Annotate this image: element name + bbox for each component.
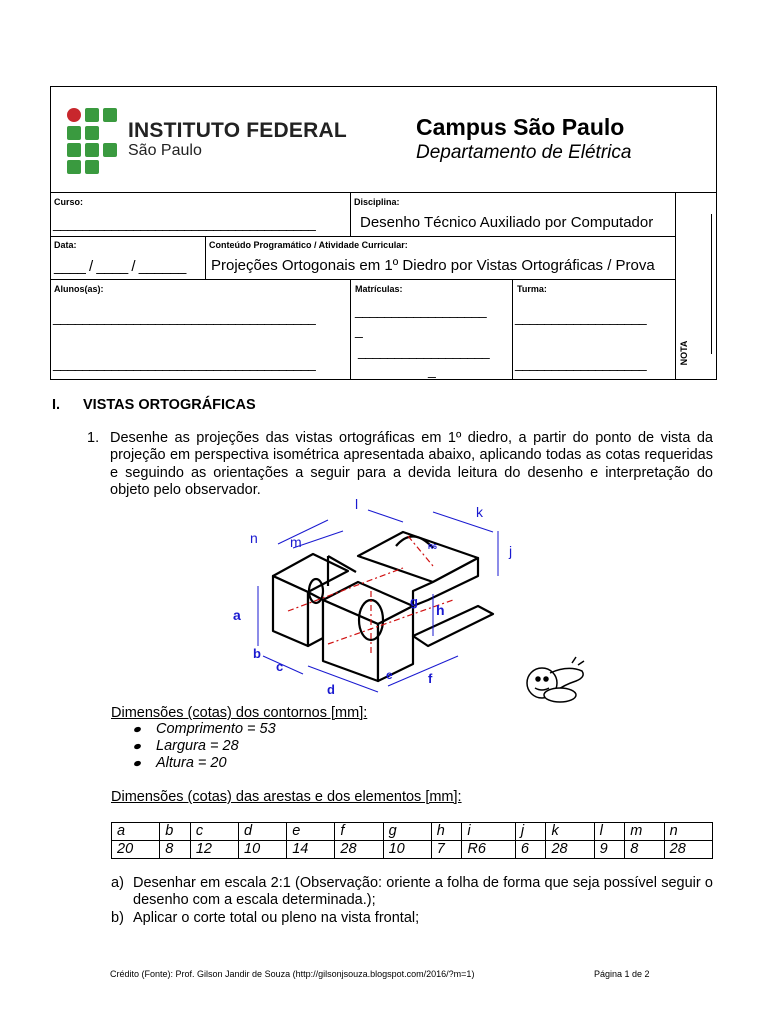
bullet-icon [133,743,141,750]
table-cell: 9 [594,841,625,859]
dim-label-e: e [386,668,393,682]
matriculas-field-2-tail: _ [428,362,436,378]
logo-subtitle: São Paulo [128,142,202,159]
matriculas-field-2[interactable]: __________________ [358,343,490,359]
table-cell: l [594,823,625,841]
logo-square [85,143,99,157]
table-value-row [112,841,713,859]
divider-row1 [50,236,675,237]
section-number: I. [52,397,61,413]
dim-label-c: c [276,659,284,674]
table-cell: 14 [287,841,335,859]
campus-title: Campus São Paulo [416,114,625,140]
table-cell: i [462,823,515,841]
logo-square [103,108,117,122]
table-cell: 10 [383,841,431,859]
table-cell: g [383,823,431,841]
dim-label-f: f [428,671,433,686]
table-cell: 12 [190,841,238,859]
bullet-icon [133,726,141,733]
conteudo-label: Conteúdo Programático / Atividade Curricular: [209,240,408,250]
bullet-icon [133,760,141,767]
logo-square [85,160,99,174]
instruction-text-a: Desenhar em escala 2:1 (Observação: oriente a folha de forma que seja possível seguir o desenho com a escala determinada.); [133,875,713,909]
alunos-label: Alunos(as): [54,284,104,294]
footer-credit: Crédito (Fonte): Prof. Gilson Jandir de Souza (http://gilsonjsouza.blogspot.com/2016/?m=1) [110,969,475,979]
divider-v-matriculas [512,279,513,380]
curso-field[interactable]: ____________________________________ [53,215,316,231]
data-label: Data: [54,240,77,250]
matriculas-label: Matrículas: [355,284,403,294]
divider-row2 [50,279,675,280]
divider-v-data [205,236,206,279]
alunos-field-1[interactable]: ____________________________________ [53,309,316,325]
instruction-label-b: b) [111,910,124,926]
table-cell: 8 [160,841,191,859]
matriculas-field-1-tail: _ [355,322,363,338]
logo-square [103,143,117,157]
divider-v-nota [675,192,676,380]
conteudo-value: Projeções Ortogonais em 1º Diedro por Vistas Ortográficas / Prova [211,257,655,274]
logo-title: INSTITUTO FEDERAL [128,119,347,142]
turma-field-2[interactable]: __________________ [515,355,647,371]
table-cell: c [190,823,238,841]
disciplina-value: Desenho Técnico Auxiliado por Computador [360,214,654,231]
dim-label-l: l [355,496,359,512]
table-cell: j [515,823,546,841]
department-subtitle: Departamento de Elétrica [416,142,632,163]
table-cell: 20 [112,841,160,859]
instruction-text-b: Aplicar o corte total ou pleno na vista frontal; [133,910,420,926]
table-cell: 6 [515,841,546,859]
contorno-item: Largura = 28 [156,738,239,754]
divider-v-alunos [350,279,351,380]
dim-label-d: d [327,682,335,697]
dim-label-j: j [509,543,513,559]
alunos-field-2[interactable]: ____________________________________ [53,355,316,371]
dimensions-table [111,822,713,859]
logo-square [67,143,81,157]
turma-field-1[interactable]: __________________ [515,309,647,325]
dim-label-g: g [410,594,418,609]
table-cell: n [664,823,712,841]
nota-mark [711,214,712,354]
contorno-item: Altura = 20 [156,755,227,771]
table-cell: m [625,823,664,841]
footer-page: Página 1 de 2 [594,969,650,979]
table-cell: 7 [431,841,462,859]
question-number: 1. [87,430,100,446]
table-cell: 28 [664,841,712,859]
dim-label-a: a [233,607,241,623]
table-cell: h [431,823,462,841]
table-cell: a [112,823,160,841]
dim-label-r6: R6 [428,544,437,551]
table-cell: 8 [625,841,664,859]
table-cell: k [546,823,594,841]
table-cell: f [335,823,383,841]
section-title: VISTAS ORTOGRÁFICAS [83,397,256,413]
logo-square [67,126,81,140]
logo-red-circle [67,108,81,122]
table-cell: b [160,823,191,841]
cartoon-illustration [520,655,590,705]
dim-label-m: m [290,534,302,550]
dim-label-k: k [476,504,483,520]
curso-label: Curso: [54,197,83,207]
disciplina-label: Disciplina: [354,197,400,207]
divider-v-curso [350,192,351,236]
isometric-drawing [228,496,528,701]
dim-label-b: b [253,646,261,661]
table-cell: 28 [335,841,383,859]
table-cell: e [287,823,335,841]
logo-square [85,126,99,140]
table-cell: 28 [546,841,594,859]
dim-label-n: n [250,530,258,546]
contorno-item: Comprimento = 53 [156,721,276,737]
question-text: Desenhe as projeções das vistas ortográficas em 1º diedro, a partir do ponto de vista da projeção em perspectiva isométrica apresentada abaixo, aplicando todas as cotas requeridas e seguindo as orientações a seguir para a devida leitura do desenho e interpretação do objeto pelo observador. [110,430,713,498]
logo-square [67,160,81,174]
dim-label-h: h [436,602,445,618]
table-cell: 10 [239,841,287,859]
table-cell: R6 [462,841,515,859]
table-header-row [112,823,713,841]
instruction-label-a: a) [111,875,124,891]
logo-square [85,108,99,122]
data-field[interactable]: ____ / ____ / ______ [54,258,186,275]
divider-header [50,192,717,193]
nota-label: NOTA [679,340,689,366]
contornos-title: Dimensões (cotas) dos contornos [mm]: [111,705,368,721]
arestas-title: Dimensões (cotas) das arestas e dos elementos [mm]: [111,789,462,805]
turma-label: Turma: [517,284,547,294]
table-cell: d [239,823,287,841]
matriculas-field-1[interactable]: __________________ [355,302,487,318]
